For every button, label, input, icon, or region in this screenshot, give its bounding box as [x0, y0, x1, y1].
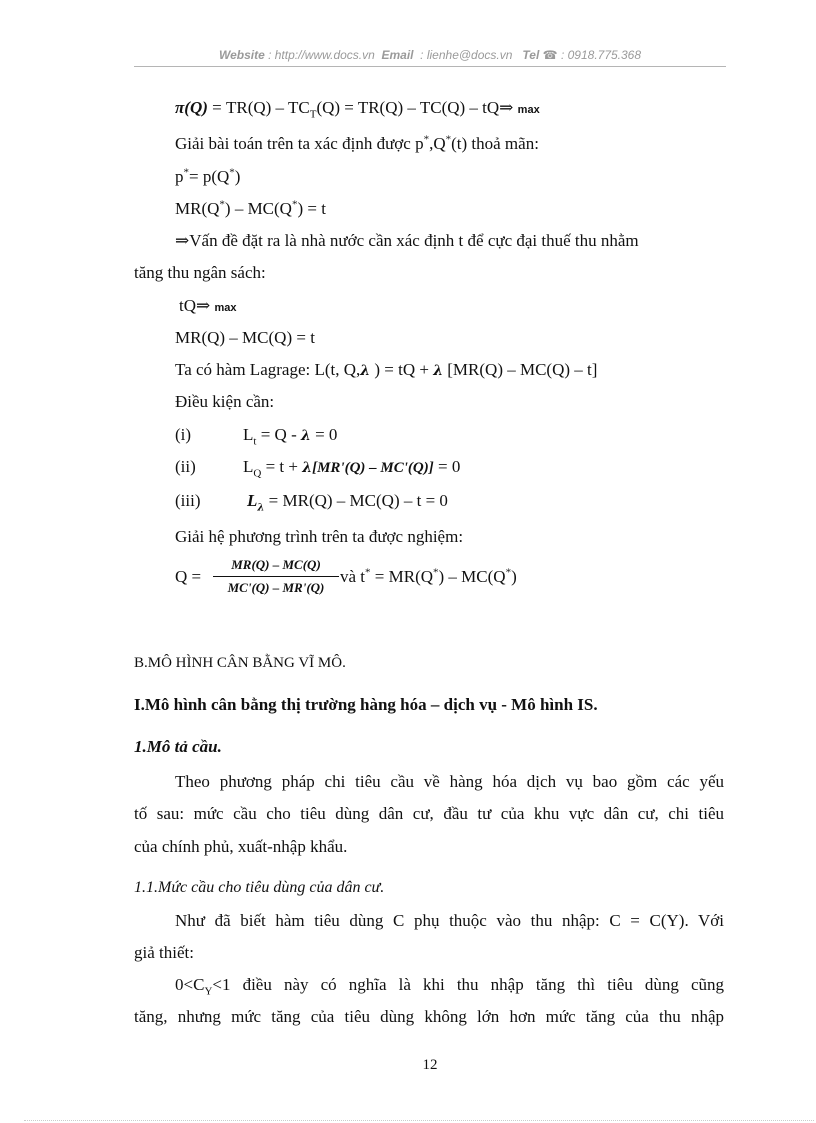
tq-max: tQ⇒ max	[179, 296, 237, 315]
tel-label: Tel	[522, 48, 540, 62]
paragraph-tax-line2: tăng thu ngân sách:	[134, 263, 266, 282]
solve-intro: Giải bài toán trên ta xác định được p*,Q*(t) thoả mãn:	[175, 133, 539, 153]
paragraph-demand-line3: của chính phủ, xuất-nhập khẩu.	[134, 837, 348, 856]
page-header	[134, 48, 726, 62]
section-1-1-heading: 1.1.Mức cầu cho tiêu dùng của dân cư.	[134, 879, 385, 896]
necessary-conditions-title: Điều kiện cần:	[175, 392, 275, 411]
condition-ii-label: (ii)	[175, 457, 196, 476]
solve-system-intro: Giải hệ phương trình trên ta được nghiệm:	[175, 527, 464, 546]
paragraph-consumption-line1: Như đã biết hàm tiêu dùng C phụ thuộc vào thu nhập: C = C(Y). Với	[175, 911, 724, 930]
email-label: Email	[381, 48, 414, 62]
implies-arrow: ⇒	[499, 98, 514, 117]
condition-iii: $L_\lambda = MR(Q) - MC(Q) - t = 0$	[247, 491, 448, 514]
mr-mc-constraint: MR(Q) – MC(Q) = t	[175, 328, 315, 347]
q-equals: Q =	[175, 567, 202, 586]
section-i-heading: I.Mô hình cân bằng thị trường hàng hóa – dịch vụ - Mô hình IS.	[134, 695, 598, 714]
page-bottom-divider	[24, 1120, 814, 1121]
p-star-equation: p*= p(Q*)	[175, 166, 241, 186]
tel-number: ☎ : 0918.775.368	[542, 48, 642, 62]
header-divider	[134, 66, 726, 67]
fraction-denominator: MC'(Q) – MR'(Q)	[227, 580, 325, 595]
paragraph-demand-line2: tố sau: mức cầu cho tiêu dùng dân cư, đầu tư của khu vực dân cư, chi tiêu	[134, 804, 724, 823]
fraction-bar	[213, 576, 339, 577]
condition-i-label: (i)	[175, 425, 192, 444]
condition-ii: $L_Q = t + \lambda[MR'(Q) - MC'(Q)] = 0$	[243, 457, 461, 480]
email-address[interactable]: : lienhe@docs.vn	[420, 48, 513, 62]
paragraph-assumption-line2: tăng, nhưng mức tăng của tiêu dùng không lớn hơn mức tăng của thu nhập	[134, 1007, 724, 1026]
implies-arrow: ⇒	[196, 296, 211, 315]
section-1-heading: 1.Mô tả cầu.	[134, 737, 222, 756]
paragraph-consumption-line2: giả thiết:	[134, 943, 194, 962]
mr-star-equation: MR(Q*) – MC(Q*) = t	[175, 198, 326, 218]
fraction-numerator: MR(Q) – MC(Q)	[231, 557, 321, 572]
website-url[interactable]: : http://www.docs.vn	[268, 48, 375, 62]
website-label: Website	[218, 48, 265, 62]
paragraph-tax-line1: ⇒Vấn đề đặt ra là nhà nước cần xác định t để cực đại thuế thu nhằm	[175, 231, 639, 250]
profit-equation: $\pi(Q) = TR(Q) - TC_T(Q) = TR(Q) - TC(Q)$ – tQ⇒ max	[175, 98, 540, 121]
lagrange-function: Ta có hàm Lagrage: L(t, Q,λ ) = tQ + λ [MR(Q) – MC(Q) – t]	[175, 360, 598, 379]
condition-iii-label: (iii)	[175, 491, 201, 510]
paragraph-demand-line1: Theo phương pháp chi tiêu cầu về hàng hóa dịch vụ bao gồm các yếu	[175, 772, 724, 791]
section-b-heading: B.MÔ HÌNH CÂN BẰNG VĨ MÔ.	[134, 655, 346, 671]
t-star-equation: và t* = MR(Q*) – MC(Q*)	[340, 566, 517, 586]
condition-i: $L_t = Q - \lambda = 0$	[243, 425, 338, 448]
paragraph-assumption-line1: $0<C_Y<1$ điều này có nghĩa là khi thu nhập tăng thì tiêu dùng cũng	[175, 975, 724, 998]
solution-fraction	[213, 556, 339, 597]
page-number: 12	[422, 1057, 438, 1073]
